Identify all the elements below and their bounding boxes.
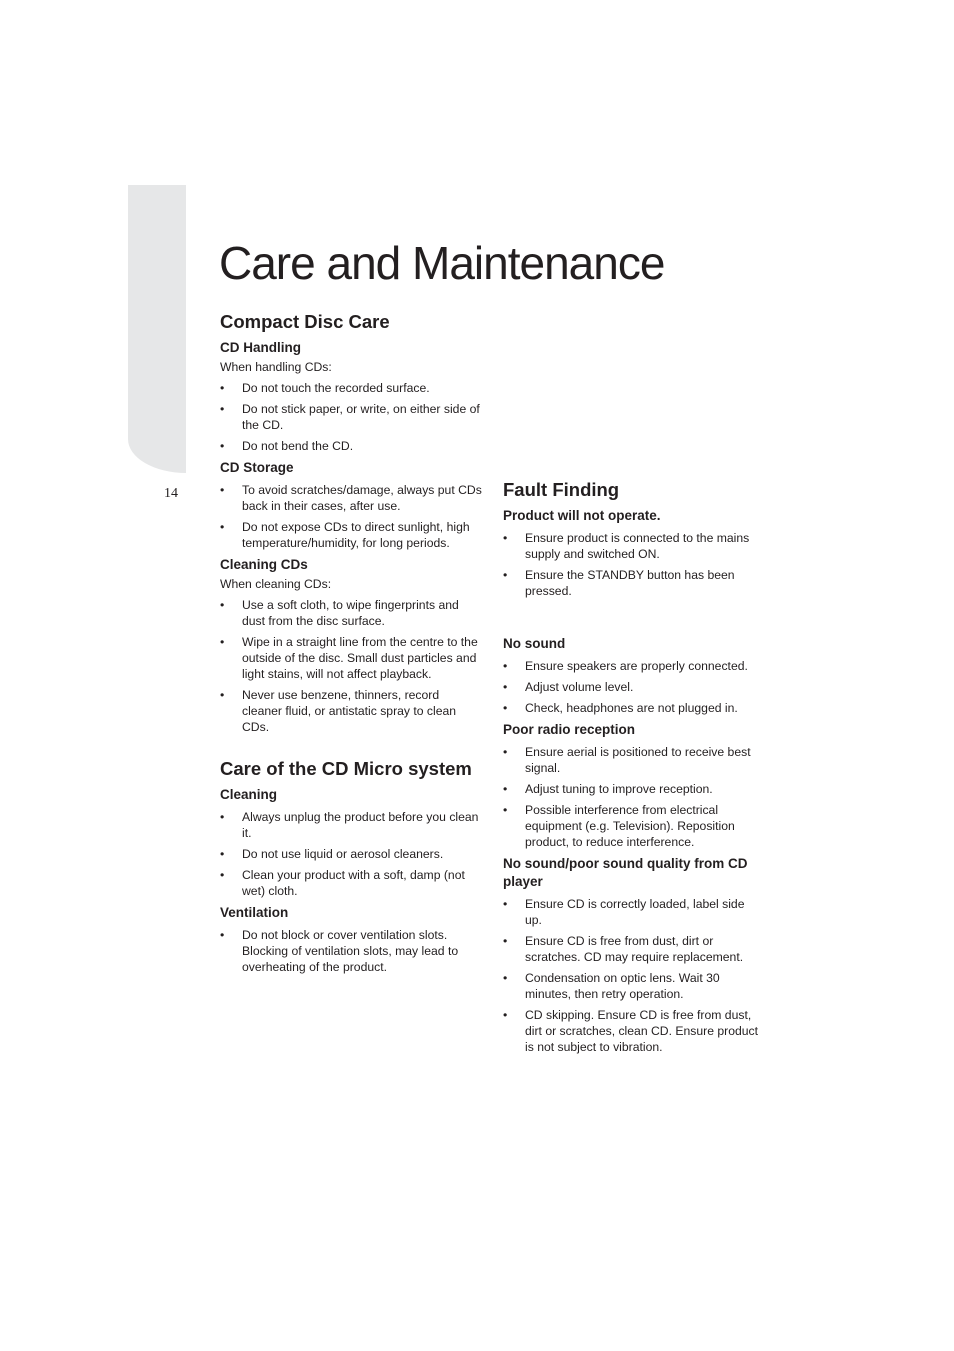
page-number: 14 (164, 486, 178, 501)
list-cd-storage (220, 482, 482, 551)
list-cleaning-cds (220, 597, 482, 735)
list-item: • Ensure CD is free from dust, dirt or scratches. CD may require replacement. (503, 934, 744, 964)
subheading-cleaning-cds: Cleaning CDs (220, 557, 308, 572)
subheading-product-will-not-operate: Product will not operate. (503, 508, 661, 523)
list-item: • Ensure speakers are properly connected. (503, 659, 748, 673)
bullet-icon: • (503, 701, 508, 715)
list-item: • Do not bend the CD. (220, 439, 354, 453)
bullet-icon: • (220, 928, 225, 942)
list-item: • Possible interference from electrical equipment (e.g. Television). Reposition product, to reduce interference. (503, 803, 735, 849)
section-heading-care-of-system: Care of the CD Micro system (220, 758, 472, 779)
right-column (503, 478, 761, 1055)
left-column (220, 310, 482, 975)
list-no-sound (503, 658, 761, 716)
list-item: • Check, headphones are not plugged in. (503, 701, 738, 715)
list-item: • Ensure the STANDBY button has been pressed. (503, 568, 735, 598)
bullet-icon: • (503, 680, 508, 694)
list-item: • Never use benzene, thinners, record cleaner fluid, or antistatic spray to clean CDs. (220, 688, 457, 734)
list-poor-radio-reception (503, 744, 761, 850)
bullet-icon: • (503, 568, 508, 582)
subheading-poor-radio-reception: Poor radio reception (503, 722, 636, 737)
page-side-tab (128, 185, 186, 473)
bullet-icon: • (220, 868, 225, 882)
section-heading-compact-disc-care: Compact Disc Care (220, 311, 390, 332)
bullet-icon: • (220, 635, 225, 649)
list-item: • Always unplug the product before you clean it. (220, 810, 479, 840)
subheading-cleaning: Cleaning (220, 787, 278, 802)
list-item: • Do not block or cover ventilation slots. Blocking of ventilation slots, may lead to overheating of the product. (220, 928, 459, 974)
list-cleaning (220, 809, 482, 899)
page-title: Care and Maintenance (219, 237, 665, 289)
list-item: • Clean your product with a soft, damp (not wet) cloth. (220, 868, 465, 898)
bullet-icon: • (220, 688, 225, 702)
bullet-icon: • (503, 971, 508, 985)
list-ventilation (220, 927, 482, 975)
bullet-icon: • (503, 897, 508, 911)
list-item: • Condensation on optic lens. Wait 30 minutes, then retry operation. (503, 971, 720, 1001)
bullet-icon: • (220, 381, 225, 395)
subheading-cd-storage: CD Storage (220, 460, 294, 475)
bullet-icon: • (220, 520, 225, 534)
intro-cleaning-cds: When cleaning CDs: (220, 577, 332, 591)
list-item: • Do not expose CDs to direct sunlight, high temperature/humidity, for long periods. (220, 520, 470, 550)
bullet-icon: • (503, 803, 508, 817)
list-item: • Do not stick paper, or write, on either side of the CD. (220, 402, 480, 432)
subheading-no-sound: No sound (503, 636, 566, 651)
bullet-icon: • (503, 1008, 508, 1022)
bullet-icon: • (503, 659, 508, 673)
list-item: • Ensure product is connected to the mains supply and switched ON. (503, 531, 750, 561)
bullet-icon: • (220, 439, 225, 453)
list-cd-sound-quality (503, 896, 761, 1055)
bullet-icon: • (220, 598, 225, 612)
bullet-icon: • (503, 531, 508, 545)
bullet-icon: • (503, 934, 508, 948)
subheading-ventilation: Ventilation (220, 905, 289, 920)
list-item: • Ensure aerial is positioned to receive best signal. (503, 745, 751, 775)
list-item: • Use a soft cloth, to wipe fingerprints and dust from the disc surface. (220, 598, 459, 628)
list-item: • Do not use liquid or aerosol cleaners. (220, 847, 444, 861)
list-item: • To avoid scratches/damage, always put CDs back in their cases, after use. (220, 483, 482, 513)
list-item: • Ensure CD is correctly loaded, label side up. (503, 897, 745, 927)
bullet-icon: • (220, 847, 225, 861)
subheading-cd-handling: CD Handling (220, 340, 301, 355)
list-item: • Do not touch the recorded surface. (220, 381, 430, 395)
subheading-cd-sound-quality: No sound/poor sound quality from CD player (503, 856, 748, 889)
bullet-icon: • (220, 402, 225, 416)
list-item: • CD skipping. Ensure CD is free from dust, dirt or scratches, clean CD. Ensure product is not subject to vibration. (503, 1008, 759, 1054)
bullet-icon: • (220, 810, 225, 824)
bullet-icon: • (503, 745, 508, 759)
list-product-will-not-operate (503, 530, 761, 599)
list-cd-handling (220, 380, 482, 454)
section-heading-fault-finding: Fault Finding (503, 479, 620, 500)
bullet-icon: • (220, 483, 225, 497)
list-item: • Adjust tuning to improve reception. (503, 782, 713, 796)
bullet-icon: • (503, 782, 508, 796)
list-item: • Wipe in a straight line from the centre to the outside of the disc. Small dust particles and light stains, will not affect playback. (220, 635, 478, 681)
list-item: • Adjust volume level. (503, 680, 634, 694)
intro-cd-handling: When handling CDs: (220, 360, 332, 374)
